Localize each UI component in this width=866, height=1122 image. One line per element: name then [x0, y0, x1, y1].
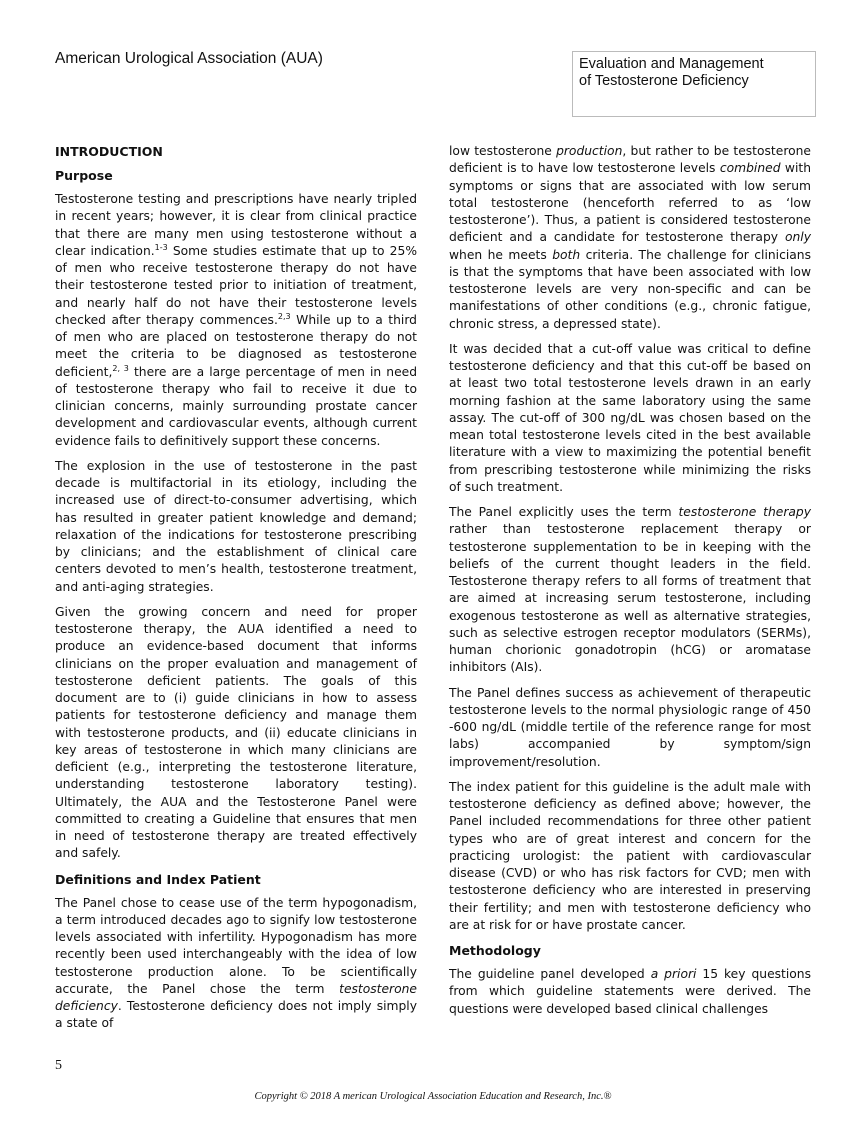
paragraph [449, 966, 811, 1018]
paragraph-text: when he meets [449, 247, 553, 262]
page-number: 5 [55, 1058, 62, 1073]
paragraph-text: The Panel defines success as achievement of therapeutic testosterone levels to the normal physiologic range of 450 -600 ng/dL (middle tertile of the reference range for most labs) accompanied by symptom/sign improvement/resolution. [449, 685, 811, 769]
section-heading: INTRODUCTION [55, 144, 163, 159]
paragraph [55, 458, 417, 596]
emphasis-text: production [556, 144, 623, 158]
document-title-line2: of Testosterone Deficiency [579, 73, 749, 89]
emphasis-text: only [784, 230, 811, 245]
emphasis-text: combined [719, 161, 781, 176]
paragraph [449, 341, 811, 496]
citation-superscript: 2, 3 [112, 363, 129, 373]
paragraph-text: Some studies estimate that up to 25% of men who receive testosterone therapy do not have their testosterone tested prior to initiation of treatment, and nearly half do not have their testosterone levels checked after therapy commences. [55, 243, 418, 327]
paragraph-text: While up to a third of men who are placed on testosterone therapy do not meet the criteria to be diagnosed as testosterone deficient, [55, 312, 417, 379]
paragraph [449, 143, 811, 333]
paragraph-text: The guideline panel developed [449, 967, 651, 981]
emphasis-text: testosterone therapy [678, 505, 811, 519]
copyright-notice: Copyright © 2018 A merican Urological Association Education and Research, Inc.® [254, 1091, 612, 1102]
paragraph-text: there are a large percentage of men in need of testosterone therapy who fail to receive it due to clinician concerns, mainly surrounding prostate cancer development and cardiovascular events, although current evidence fails to definitively support these concerns. [55, 364, 418, 448]
paragraph [55, 895, 417, 1033]
paragraph-text: rather than testosterone replacement therapy or testosterone supplementation to be in keeping with the beliefs of the current thought leaders in the field. Testosterone therapy refers to all forms of treatment that are aimed at increasing serum testosterone, including exogenous testosterone as well as alternative strategies, such as selective estrogen receptor modulators (SERMs), human chorionic gonadotropin (hCG) or aromatase inhibitors (AIs). [449, 522, 811, 675]
paragraph-text: Given the growing concern and need for proper testosterone therapy, the AUA identified a need to produce an evidence-based document that informs clinicians on the proper evaluation and management of testosterone deficient patients. The goals of this document are to (i) guide clinicians in how to assess patients for testosterone deficiency and manage them with testosterone products, and (ii) educate clinicians in key areas of testosterone in which many clinicians are deficient (e.g., interpreting the testosterone literature, understanding testosterone laboratory testing). Ultimately, the AUA and the Testosterone Panel were committed to creating a Guideline that ensures that men in need of testosterone therapy are treated effectively and safely. [55, 604, 417, 861]
document-title-box [572, 51, 816, 117]
paragraph-text: . Testosterone deficiency does not imply simply a state of [55, 999, 417, 1031]
right-column [449, 143, 811, 1026]
document-title-line1: Evaluation and Management [579, 56, 764, 72]
emphasis-text: testosterone deficiency [55, 981, 417, 1013]
paragraph-text: 15 key questions from which guideline statements were derived. The questions were developed based clinical challenges [449, 967, 811, 1016]
paragraph-text: The index patient for this guideline is the adult male with testosterone deficiency as defined above; however, the Panel included recommendations for three other patient types who are of great interest and concern for the practicing urologist: the patient with cardiovascular disease (CVD) or who has risk factors for CVD; men with testosterone deficiency who are interested in preserving their fertility; and men with testosterone deficiency who are at risk for or have prostate cancer. [449, 779, 811, 932]
citation-superscript: 1-3 [154, 242, 168, 252]
paragraph [449, 504, 811, 677]
section-heading: Purpose [55, 168, 113, 183]
section-heading: Definitions and Index Patient [55, 871, 261, 887]
paragraph [449, 685, 811, 771]
citation-superscript: 2,3 [277, 311, 291, 321]
paragraph-text: It was decided that a cut-off value was critical to define testosterone deficiency and that this cut-off be based on at least two total testosterone levels drawn in an early morning fashion at the same laboratory using the same assay. The cut-off of 300 ng/dL was chosen based on the mean total testosterone levels cited in the best available literature with a view to maximizing the potential benefit from prescribing testosterone while minimizing the risks of such treatment. [449, 341, 811, 494]
paragraph-text: The Panel chose to cease use of the term hypogonadism, a term introduced decades ago to signify low testosterone levels associated with infertility. Hypogonadism has more recently been used interchangeably with the idea of low testosterone production alone. To be scientifically accurate, the Panel chose the term [55, 895, 417, 996]
paragraph-text: The Panel explicitly uses the term [449, 505, 679, 519]
organization-name: American Urological Association (AUA) [55, 50, 323, 67]
paragraph-text: Testosterone testing and prescriptions have nearly tripled in recent years; however, it is clear from clinical practice that there are many men using testosterone without a clear indication. [55, 192, 417, 258]
paragraph-text: The explosion in the use of testosterone in the past decade is multifactorial in its etiology, including the increased use of direct-to-consumer advertising, which has resulted in greater patient knowledge and demand; relaxation of the indications for testosterone prescribing by clinicians; and the establishment of clinical care centers devoted to men’s health, testosterone treatment, and anti-aging strategies. [55, 458, 417, 594]
paragraph-text: with symptoms or signs that are associated with low serum total testosterone (henceforth referred to as ‘low testosterone’). Thus, a patient is considered testosterone deficient and a candidate for testosterone therapy [449, 161, 812, 245]
emphasis-text: a priori [650, 967, 697, 981]
paragraph [449, 779, 811, 934]
emphasis-text: both [552, 247, 581, 262]
paragraph [55, 604, 417, 863]
section-heading: Methodology [449, 943, 541, 958]
left-column [55, 143, 417, 1041]
paragraph-text: low testosterone [449, 144, 557, 158]
paragraph-text: , but rather to be testosterone deficient is to have low testosterone levels [449, 144, 811, 176]
paragraph-text: criteria. The challenge for clinicians is that the symptoms that have been associated with low testosterone levels are very non-specific and can be manifestations of other conditions (e.g., chronic fatigue, chronic stress, a depressed state). [449, 247, 811, 331]
paragraph [55, 191, 417, 450]
